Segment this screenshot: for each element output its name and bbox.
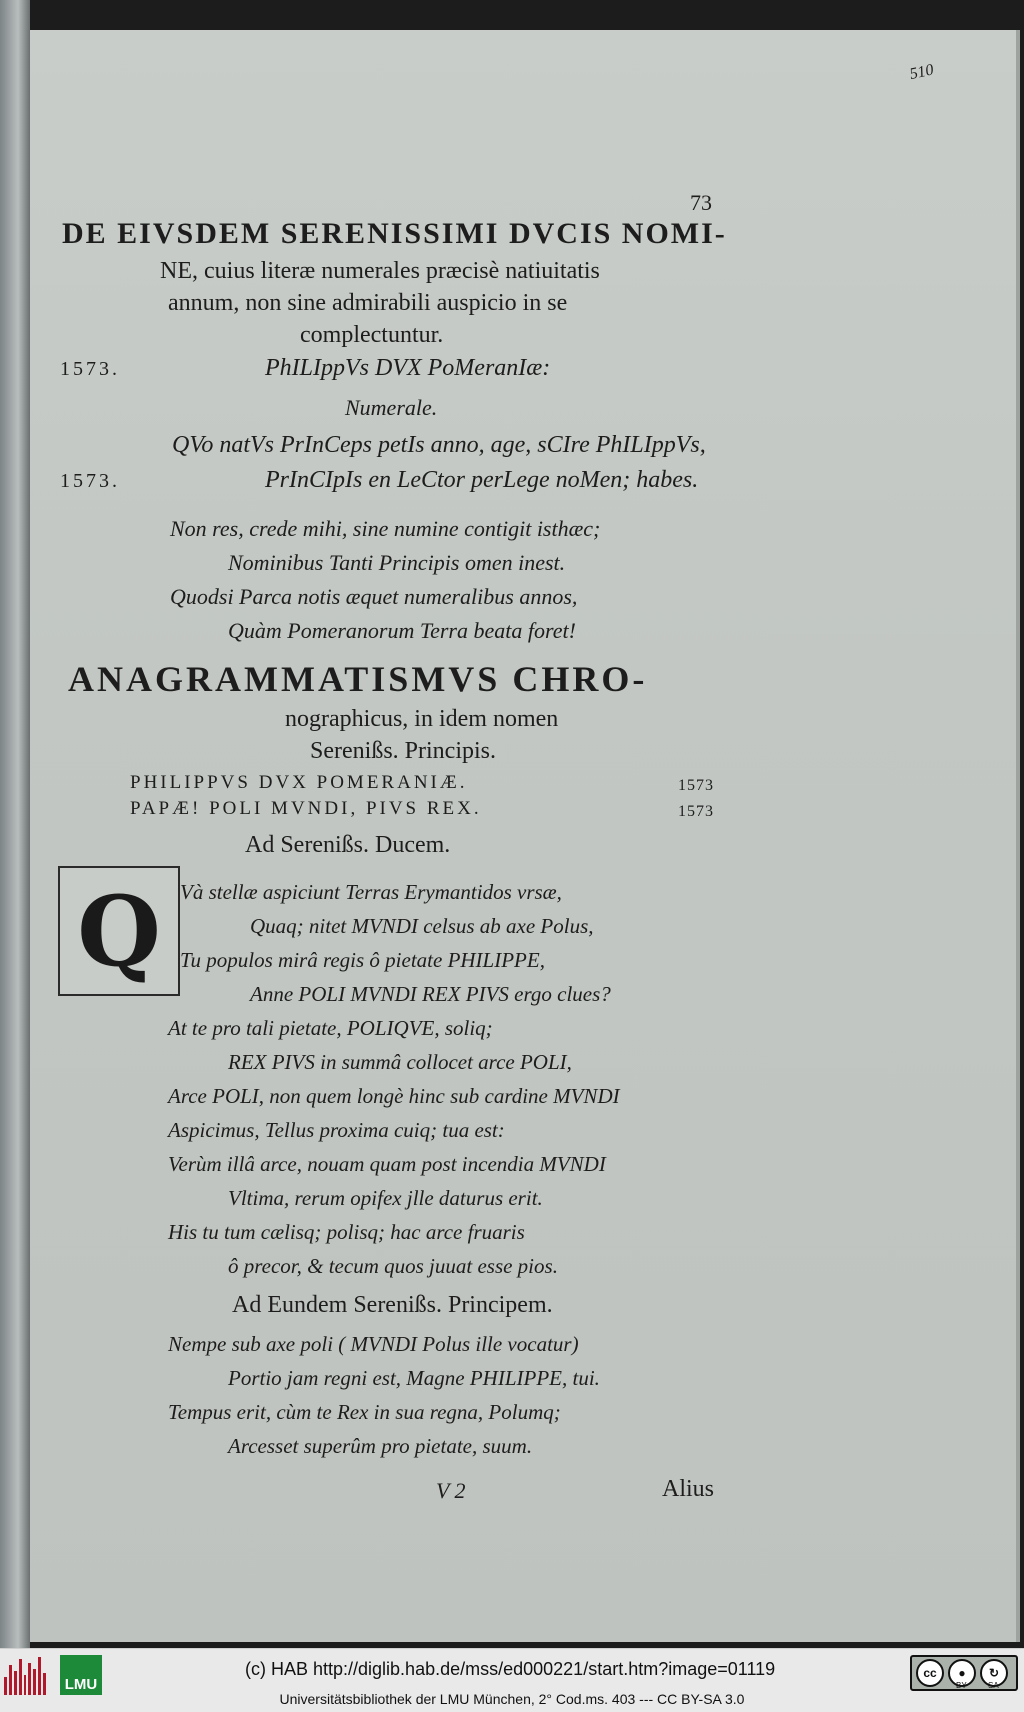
heading-ad-eundem: Ad Eundem Serenißs. Principem.: [232, 1292, 553, 1318]
poem-line: Arcesset superûm pro pietate, suum.: [228, 1434, 533, 1458]
cc-by-sa-license-icon[interactable]: [910, 1655, 1018, 1691]
poem-line: Anne POLI MVNDI REX PIVS ergo clues?: [250, 982, 611, 1006]
poem-line: Arce POLI, non quem longè hinc sub cardine MVNDI: [168, 1084, 620, 1108]
chronogram-line: QVo natVs PrInCeps petIs anno, age, sCIre PhILIppVs,: [172, 432, 706, 458]
poem-line: Aspicimus, Tellus proxima cuiq; tua est:: [168, 1118, 505, 1142]
previous-page-edge: [0, 0, 30, 1648]
poem-line: Nempe sub axe poli ( MVNDI Polus ille vocatur): [168, 1332, 579, 1356]
heading-ad-sereniss: Ad Serenißs. Ducem.: [245, 832, 451, 858]
poem-line: Tu populos mirâ regis ô pietate PHILIPPE,: [180, 948, 545, 972]
heading-sub-line: annum, non sine admirabili auspicio in se: [168, 290, 568, 316]
sa-share-icon: ↻: [980, 1659, 1008, 1687]
heading-sub-line: nographicus, in idem nomen: [285, 706, 559, 732]
poem-line: Tempus erit, cùm te Rex in sua regna, Polumq;: [168, 1400, 561, 1424]
heading-sub-line: NE, cuius literæ numerales præcisè natiuitatis: [160, 258, 600, 284]
ornamental-drop-cap: [58, 866, 180, 996]
poem-line: Vltima, rerum opifex jlle daturus erit.: [228, 1186, 543, 1210]
cc-icon: cc: [916, 1659, 944, 1687]
source-url[interactable]: (c) HAB http://diglib.hab.de/mss/ed000221/start.htm?image=01119: [245, 1659, 776, 1679]
signature-mark: V 2: [436, 1478, 466, 1503]
heading-de-eiusdem: DE EIVSDEM SERENISSIMI DVCIS NOMI-: [62, 217, 727, 250]
verse-line: Nominibus Tanti Principis omen inest.: [228, 550, 566, 575]
poem-line: ô precor, & tecum quos juuat esse pios.: [228, 1254, 558, 1278]
lmu-logo-icon[interactable]: [60, 1655, 102, 1695]
catchword: Alius: [662, 1476, 715, 1502]
poem-line: His tu tum cælisq; polisq; hac arce fruaris: [168, 1220, 525, 1244]
poem-line: Portio jam regni est, Magne PHILIPPE, tui.: [228, 1366, 600, 1390]
numerale-label: Numerale.: [345, 395, 438, 420]
year-marginal: 1573.: [60, 358, 120, 380]
chronogram-line: PhILIppVs DVX PoMeranIæ:: [265, 355, 551, 381]
anagram-line: PAPÆ! POLI MVNDI, PIVS REX.: [130, 798, 482, 819]
by-label: BY: [956, 1681, 967, 1690]
drop-cap-letter: Q: [77, 874, 161, 988]
footer-bar: [0, 1648, 1024, 1712]
page-number: 73: [690, 190, 712, 215]
credit-line: Universitätsbibliothek der LMU München, 2° Cod.ms. 403 --- CC BY-SA 3.0: [279, 1691, 745, 1707]
chronogram-line: PrInCIpIs en LeCtor perLege noMen; habes.: [265, 467, 699, 493]
poem-line: REX PIVS in summâ collocet arce POLI,: [228, 1050, 572, 1074]
poem-line: Verùm illâ arce, nouam quam post incendia MVNDI: [168, 1152, 606, 1176]
year-marginal: 1573.: [60, 470, 120, 492]
heading-sub-line: complectuntur.: [300, 322, 444, 348]
poem-line: Và stellæ aspiciunt Terras Erymantidos vrsæ,: [180, 880, 562, 904]
anagram-year: 1573: [678, 777, 714, 794]
sa-label: SA: [988, 1681, 999, 1690]
poem-line: Quaq; nitet MVNDI celsus ab axe Polus,: [250, 914, 594, 938]
folio-note: 510: [908, 61, 936, 84]
hab-logo-icon[interactable]: [4, 1655, 46, 1695]
verse-line: Non res, crede mihi, sine numine contigit isthæc;: [170, 516, 601, 541]
heading-anagrammatismus: ANAGRAMMATISMVS CHRO-: [68, 659, 648, 699]
lmu-logo-text: LMU: [64, 1676, 98, 1693]
anagram-line: PHILIPPVS DVX POMERANIÆ.: [130, 772, 468, 793]
poem-line: At te pro tali pietate, POLIQVE, soliq;: [168, 1016, 493, 1040]
verse-line: Quàm Pomeranorum Terra beata foret!: [228, 618, 576, 643]
heading-sub-line: Serenißs. Principis.: [310, 738, 496, 764]
anagram-year: 1573: [678, 803, 714, 820]
verse-line: Quodsi Parca notis æquet numeralibus annos,: [170, 584, 578, 609]
by-person-icon: ●: [948, 1659, 976, 1687]
